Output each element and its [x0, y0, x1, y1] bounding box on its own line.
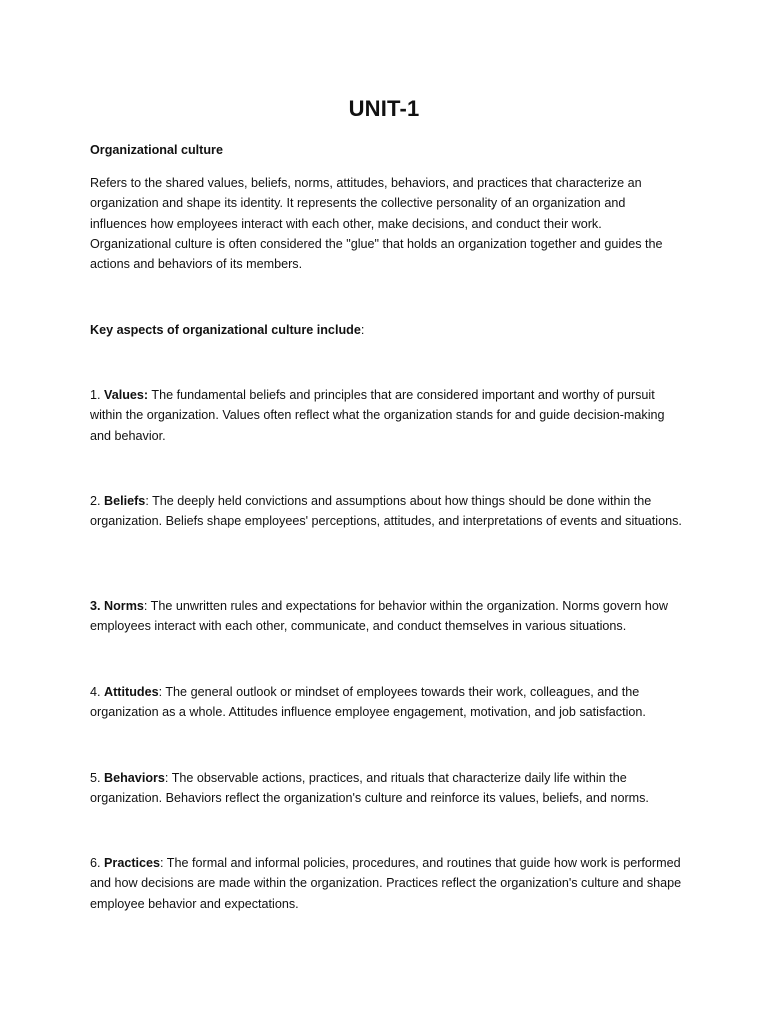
aspects-heading-colon: : — [360, 323, 365, 337]
aspect-item-values — [90, 385, 682, 446]
aspect-item-norms — [90, 596, 682, 637]
aspect-description: : The observable actions, practices, and rituals that characterize daily life within the organization. Behaviors reflect the organization's culture and reinforce its values, beliefs, and norms. — [90, 771, 649, 806]
aspects-heading — [90, 320, 682, 340]
aspect-item-behaviors — [90, 768, 682, 809]
aspect-number: 4. — [90, 685, 105, 699]
aspect-term: Behaviors — [104, 771, 165, 785]
section-heading: Organizational culture — [90, 143, 223, 157]
aspect-term: Norms — [104, 599, 144, 613]
aspect-number: 6. — [90, 856, 105, 870]
aspect-item-attitudes — [90, 682, 682, 723]
aspect-number: 5. — [90, 771, 105, 785]
aspect-term: Values: — [104, 388, 149, 402]
aspect-description: : The general outlook or mindset of employees towards their work, colleagues, and the organization as a whole. Attitudes influence employee engagement, motivation, and job satisfaction. — [90, 685, 646, 720]
aspect-description: : The deeply held convictions and assumptions about how things should be done within the organization. Beliefs shape employees' perceptions, attitudes, and interpretations of events and situations. — [90, 494, 682, 529]
aspect-item-practices — [90, 853, 682, 914]
aspect-term: Attitudes — [104, 685, 159, 699]
aspect-item-beliefs — [90, 491, 682, 532]
page-title: UNIT-1 — [348, 96, 420, 121]
aspect-number: 3. — [90, 599, 105, 613]
aspects-heading-text: Key aspects of organizational culture include — [90, 323, 361, 337]
aspect-term: Practices — [104, 856, 161, 870]
aspect-description: : The unwritten rules and expectations for behavior within the organization. Norms govern how employees interact with each other, communicate, and conduct themselves in various situations. — [90, 599, 668, 634]
intro-paragraph: Refers to the shared values, beliefs, norms, attitudes, behaviors, and practices that characterize an organization and shape its identity. It represents the collective personality of an organization and influences how employees interact with each other, make decisions, and conduct their work. Organizational culture is often considered the "glue" that holds an organization together and guides the actions and behaviors of its members. — [90, 176, 663, 272]
aspect-number: 2. — [90, 494, 105, 508]
aspect-number: 1. — [90, 388, 105, 402]
aspect-description: The fundamental beliefs and principles that are considered important and worthy of pursuit within the organization. Values often reflect what the organization stands for and guide decision-making and behavior. — [90, 388, 665, 443]
aspect-description: : The formal and informal policies, procedures, and routines that guide how work is performed and how decisions are made within the organization. Practices reflect the organization's culture and shape employee behavior and expectations. — [90, 856, 682, 911]
aspect-term: Beliefs — [104, 494, 146, 508]
